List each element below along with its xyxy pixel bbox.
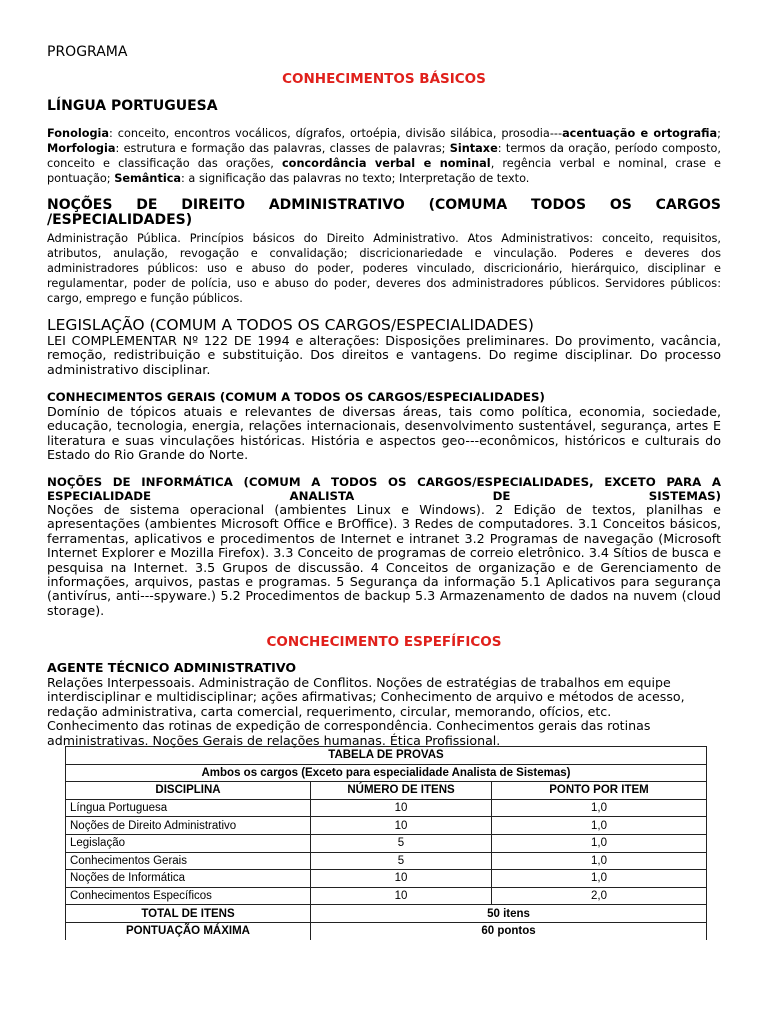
direito-heading: NOÇÕES DE DIREITO ADMINISTRATIVO (COMUMA TODOS OS CARGOS /ESPECIALIDADES): [47, 197, 721, 228]
lingua-portuguesa-heading: LÍNGUA PORTUGUESA: [47, 98, 218, 114]
programa-label: PROGRAMA: [47, 44, 128, 60]
table-row: Conhecimentos Gerais 5 1,0: [66, 852, 707, 870]
informatica-heading: NOÇÕES DE INFORMÁTICA (COMUM A TODOS OS CARGOS/ESPECIALIDADES, EXCETO PARA A ESPECIALIDADE ANALISTA DE SISTEMAS): [47, 475, 721, 504]
table-row: Noções de Informática 10 1,0: [66, 870, 707, 888]
table-total-row: TOTAL DE ITENS 50 itens: [66, 905, 707, 923]
table-row: Conhecimentos Específicos 10 2,0: [66, 887, 707, 905]
direito-paragraph: Administração Pública. Princípios básicos do Direito Administrativo. Atos Administrativos: conceito, requisitos, atributos, anulação, revogação e convalidação; discricionariedade e vinculação. Poderes e deveres dos administradores públicos: uso e abuso do poder, poderes vinculado, discricionário, hierárquico, disciplinar e regulamentar, poder de polícia, uso e abuso do poder, deveres dos administradores públicos. Servidores públicos: cargo, emprego e função públicos.: [47, 232, 721, 305]
informatica-paragraph: Noções de sistema operacional (ambientes Linux e Windows). 2 Edição de textos, planilhas e apresentações (ambientes Microsoft Office e BrOffice). 3 Redes de computadores. 3.1 Conceitos básicos, ferramentas, aplicativos e procedimentos de Internet e intranet 3.2 Programas de navegação (Microsoft Internet Explorer e Mozilla Firefox). 3.3 Conceito de programas de correio eletrônico. 3.4 Sítios de busca e pesquisa na Internet. 3.5 Grupos de discussão. 4 Conceitos de organização e de Gerenciamento de informações, arquivos, pastas e programas. 5 Segurança da informação 5.1 Aplicativos para segurança (antivírus, anti---spyware.) 5.2 Procedimentos de backup 5.3 Armazenamento de dados na nuvem (cloud storage).: [47, 502, 721, 618]
header-numero-itens: NÚMERO DE ITENS: [311, 782, 492, 800]
header-disciplina: DISCIPLINA: [66, 782, 311, 800]
table-row: Noções de Direito Administrativo 10 1,0: [66, 817, 707, 835]
legislacao-paragraph: LEI COMPLEMENTAR Nº 122 DE 1994 e alterações: Disposições preliminares. Do provimento, vacância, remoção, redistribuição e substituição. Dos direitos e vantagens. Do regime disciplinar. Do processo administrativo disciplinar.: [47, 333, 721, 377]
especificos-heading: CONCHECIMENTO ESPEFÍFICOS: [266, 634, 502, 650]
lingua-portuguesa-paragraph: Fonologia: conceito, encontros vocálicos, dígrafos, ortoépia, divisão silábica, prosodia---acentuação e ortografia; Morfologia: estrutura e formação das palavras, classes de palavras; Sintaxe: termos da oração, período composto, conceito e classificação das orações, concordância verbal e nominal, regência verbal e nominal, crase e pontuação; Semântica: a significação das palavras no texto; Interpretação de texto.: [47, 127, 721, 185]
agente-heading: AGENTE TÉCNICO ADMINISTRATIVO: [47, 660, 297, 675]
fonologia-term: Fonologia: [47, 127, 110, 140]
gerais-paragraph: Domínio de tópicos atuais e relevantes de diversas áreas, tais como política, economia, sociedade, educação, tecnologia, energia, relações internacionais, desenvolvimento sustentável, segurança, artes E literatura e suas vinculações históricas. História e aspectos geo---econômicos, históricos e culturais do Estado do Rio Grande do Norte.: [47, 404, 721, 463]
header-ponto-item: PONTO POR ITEM: [492, 782, 707, 800]
conhecimentos-basicos-heading: CONHECIMENTOS BÁSICOS: [282, 71, 486, 87]
table-title: TABELA DE PROVAS: [66, 747, 707, 765]
table-max-row: PONTUAÇÃO MÁXIMA 60 pontos: [66, 922, 707, 939]
morfologia-term: Morfologia: [47, 142, 116, 155]
table-header-row: [66, 782, 707, 800]
tabela-de-provas: [65, 746, 707, 940]
table-row: Língua Portuguesa 10 1,0: [66, 799, 707, 817]
table-subtitle: Ambos os cargos (Exceto para especialidade Analista de Sistemas): [66, 764, 707, 782]
legislacao-heading: LEGISLAÇÃO (COMUM A TODOS OS CARGOS/ESPECIALIDADES): [47, 316, 534, 334]
table-row: Legislação 5 1,0: [66, 834, 707, 852]
agente-paragraph: Relações Interpessoais. Administração de Conflitos. Noções de estratégias de trabalhos em equipe interdisciplinar e multidisciplinar; ações afirmativas; Conhecimento de arquivo e métodos de acesso, redação administrativa, carta comercial, requerimento, circular, memorando, ofícios, etc. Conhecimento das rotinas de expedição de correspondência. Conhecimentos gerais das rotinas administrativas. Noções Gerais de relações humanas. Ética Profissional.: [47, 675, 685, 748]
gerais-heading: CONHECIMENTOS GERAIS (COMUM A TODOS OS CARGOS/ESPECIALIDADES): [47, 390, 545, 404]
